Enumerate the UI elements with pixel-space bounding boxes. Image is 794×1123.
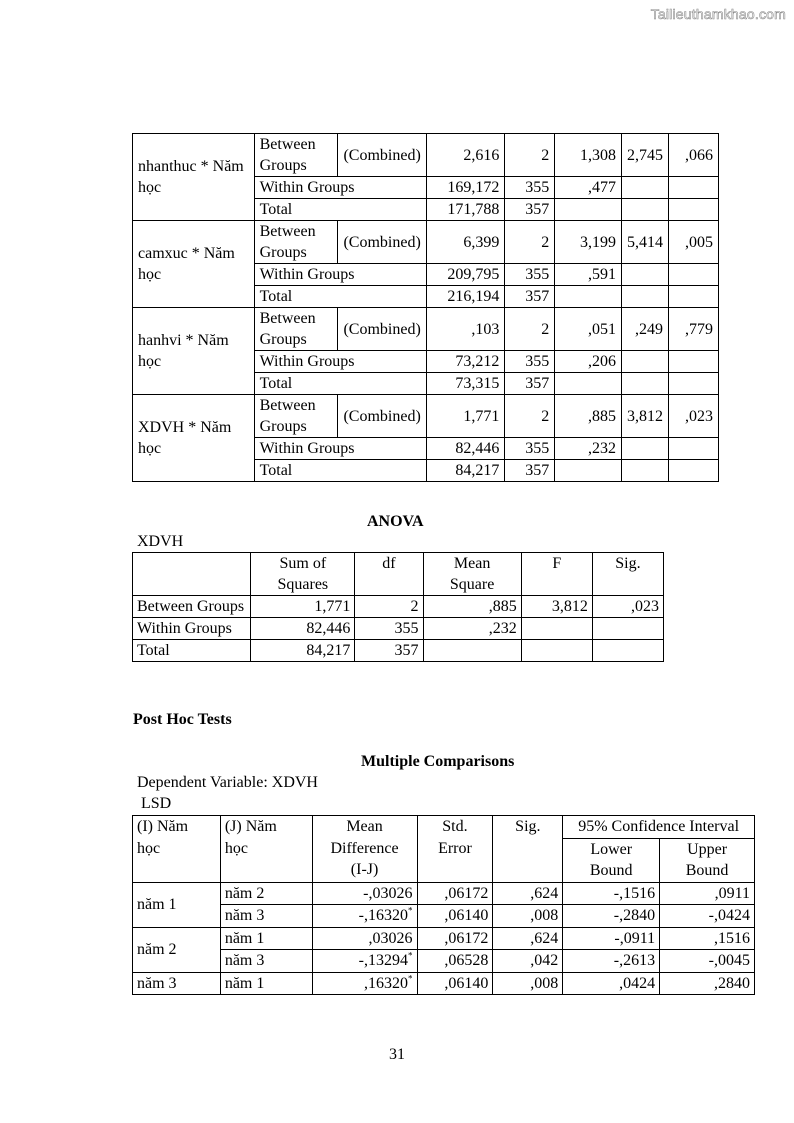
within-ss: 169,172: [427, 177, 505, 199]
empty-cell: [669, 438, 719, 460]
anova-header-row: [133, 553, 664, 596]
anova-row-label: Between Groups: [133, 596, 251, 618]
mc-lower: -,2840: [563, 905, 660, 928]
anova-row: [133, 618, 664, 640]
mc-i-label: năm 1: [133, 882, 221, 927]
anova-header-ms: Mean Square: [423, 553, 521, 596]
between-groups-label: Between Groups: [254, 395, 338, 438]
between-row: [133, 395, 719, 438]
mc-mean-diff-value: ,16320: [364, 974, 408, 992]
mc-mean-diff: [312, 927, 417, 950]
anova-ms: ,885: [423, 596, 521, 618]
anova-df: 2: [355, 596, 423, 618]
lsd-label: LSD: [141, 795, 172, 812]
mc-j-label: năm 1: [220, 972, 312, 995]
mc-row: [133, 950, 755, 973]
mc-lower: -,1516: [563, 882, 660, 905]
within-ss: 82,446: [427, 438, 505, 460]
combined-label: (Combined): [338, 395, 427, 438]
variable-label: XDVH * Năm học: [133, 395, 255, 482]
empty-cell: [669, 286, 719, 308]
mc-header-lower: Lower Bound: [563, 838, 660, 882]
between-groups-label: Between Groups: [254, 221, 338, 264]
mc-mean-diff: [312, 972, 417, 995]
within-df: 355: [505, 438, 555, 460]
between-df: 2: [505, 134, 555, 177]
empty-cell: [669, 199, 719, 221]
mc-i-label: năm 2: [133, 927, 221, 972]
anova-sig: ,023: [592, 596, 663, 618]
mc-se: ,06140: [417, 905, 493, 928]
within-df: 355: [505, 177, 555, 199]
mc-row: [133, 882, 755, 905]
empty-cell: [622, 460, 669, 482]
empty-cell: [555, 373, 622, 395]
between-ms: ,051: [555, 308, 622, 351]
mc-sig: ,042: [493, 950, 563, 973]
mc-header-ci: 95% Confidence Interval: [563, 816, 755, 839]
anova-df: 357: [355, 640, 423, 662]
post-hoc-heading: Post Hoc Tests: [133, 711, 232, 728]
mc-mean-diff: [312, 905, 417, 928]
within-ms: ,232: [555, 438, 622, 460]
empty-cell: [622, 351, 669, 373]
mc-j-label: năm 2: [220, 882, 312, 905]
anova-ms: ,232: [423, 618, 521, 640]
anova-header-sig: Sig.: [592, 553, 663, 596]
total-ss: 171,788: [427, 199, 505, 221]
total-df: 357: [505, 286, 555, 308]
anova-dependent: XDVH: [137, 533, 184, 550]
between-groups-label: Between Groups: [254, 308, 338, 351]
anova-header-ss: Sum of Squares: [251, 553, 355, 596]
total-label: Total: [254, 460, 427, 482]
anova-header-f: F: [521, 553, 592, 596]
anova-by-year-table: [132, 133, 719, 482]
mc-sig: ,624: [493, 927, 563, 950]
mc-sig: ,624: [493, 882, 563, 905]
mc-i-label: năm 3: [133, 972, 221, 995]
anova-header-df: df: [355, 553, 423, 596]
between-ss: ,103: [427, 308, 505, 351]
between-groups-label: Between Groups: [254, 134, 338, 177]
mc-se: ,06172: [417, 882, 493, 905]
between-ms: 1,308: [555, 134, 622, 177]
anova-ss: 84,217: [251, 640, 355, 662]
between-row: [133, 308, 719, 351]
within-df: 355: [505, 351, 555, 373]
anova-f: [521, 640, 592, 662]
mc-row: [133, 972, 755, 995]
variable-label: hanhvi * Năm học: [133, 308, 255, 395]
anova-df: 355: [355, 618, 423, 640]
mc-upper: -,0424: [660, 905, 755, 928]
within-ss: 73,212: [427, 351, 505, 373]
total-label: Total: [254, 199, 427, 221]
variable-label: camxuc * Năm học: [133, 221, 255, 308]
mc-lower: ,0424: [563, 972, 660, 995]
empty-cell: [669, 264, 719, 286]
within-ms: ,591: [555, 264, 622, 286]
between-sig: ,066: [669, 134, 719, 177]
multiple-comparisons-table: [132, 815, 755, 995]
mc-header-row-1: [133, 816, 755, 839]
total-label: Total: [254, 373, 427, 395]
between-f: 2,745: [622, 134, 669, 177]
mc-header-sig: Sig.: [493, 816, 563, 883]
significance-star: *: [408, 905, 413, 916]
mc-mean-diff-value: -,03026: [363, 884, 413, 902]
within-groups-label: Within Groups: [254, 264, 427, 286]
dependent-variable-label: Dependent Variable: XDVH: [137, 774, 318, 791]
mc-upper: ,2840: [660, 972, 755, 995]
anova-header-blank: [133, 553, 251, 596]
mc-row: [133, 905, 755, 928]
between-sig: ,023: [669, 395, 719, 438]
mc-mean-diff: [312, 950, 417, 973]
within-ms: ,477: [555, 177, 622, 199]
between-row: [133, 221, 719, 264]
mc-upper: ,0911: [660, 882, 755, 905]
empty-cell: [555, 199, 622, 221]
multiple-comparisons-title: Multiple Comparisons: [361, 753, 515, 770]
significance-star: *: [408, 950, 413, 961]
mc-header-j: (J) Năm học: [220, 816, 312, 883]
mc-mean-diff: [312, 882, 417, 905]
within-df: 355: [505, 264, 555, 286]
between-df: 2: [505, 395, 555, 438]
total-label: Total: [254, 286, 427, 308]
mc-mean-diff-value: -,13294: [358, 952, 408, 969]
mc-row: [133, 927, 755, 950]
anova-ss: 1,771: [251, 596, 355, 618]
mc-j-label: năm 3: [220, 950, 312, 973]
mc-header-std-error: Std. Error: [417, 816, 493, 883]
anova-f: [521, 618, 592, 640]
mc-se: ,06140: [417, 972, 493, 995]
mc-lower: -,0911: [563, 927, 660, 950]
empty-cell: [669, 373, 719, 395]
empty-cell: [622, 177, 669, 199]
total-df: 357: [505, 373, 555, 395]
between-f: 5,414: [622, 221, 669, 264]
empty-cell: [622, 373, 669, 395]
between-df: 2: [505, 308, 555, 351]
anova-ms: [423, 640, 521, 662]
mc-header-upper: Upper Bound: [660, 838, 755, 882]
mc-se: ,06172: [417, 927, 493, 950]
within-groups-label: Within Groups: [254, 177, 427, 199]
empty-cell: [622, 286, 669, 308]
mc-se: ,06528: [417, 950, 493, 973]
variable-label: nhanthuc * Năm học: [133, 134, 255, 221]
between-sig: ,005: [669, 221, 719, 264]
within-ms: ,206: [555, 351, 622, 373]
between-row: [133, 134, 719, 177]
anova-title: ANOVA: [367, 513, 424, 530]
empty-cell: [555, 286, 622, 308]
significance-star: *: [408, 973, 413, 984]
anova-row-label: Within Groups: [133, 618, 251, 640]
mc-mean-diff-value: ,03026: [368, 929, 413, 947]
mc-mean-diff-value: -,16320: [358, 907, 408, 924]
total-df: 357: [505, 460, 555, 482]
anova-f: 3,812: [521, 596, 592, 618]
combined-label: (Combined): [338, 308, 427, 351]
empty-cell: [555, 460, 622, 482]
mc-upper: ,1516: [660, 927, 755, 950]
between-f: ,249: [622, 308, 669, 351]
within-groups-label: Within Groups: [254, 438, 427, 460]
empty-cell: [622, 199, 669, 221]
total-df: 357: [505, 199, 555, 221]
between-ss: 1,771: [427, 395, 505, 438]
mc-sig: ,008: [493, 905, 563, 928]
empty-cell: [622, 438, 669, 460]
mc-sig: ,008: [493, 972, 563, 995]
between-ms: ,885: [555, 395, 622, 438]
mc-lower: -,2613: [563, 950, 660, 973]
between-df: 2: [505, 221, 555, 264]
empty-cell: [622, 264, 669, 286]
page-number: 31: [389, 1046, 405, 1063]
within-groups-label: Within Groups: [254, 351, 427, 373]
mc-j-label: năm 3: [220, 905, 312, 928]
anova-ss: 82,446: [251, 618, 355, 640]
mc-header-mean-diff: Mean Difference (I-J): [312, 816, 417, 883]
total-ss: 73,315: [427, 373, 505, 395]
between-f: 3,812: [622, 395, 669, 438]
anova-sig: [592, 618, 663, 640]
between-ms: 3,199: [555, 221, 622, 264]
empty-cell: [669, 177, 719, 199]
combined-label: (Combined): [338, 221, 427, 264]
between-sig: ,779: [669, 308, 719, 351]
total-ss: 84,217: [427, 460, 505, 482]
anova-sig: [592, 640, 663, 662]
empty-cell: [669, 351, 719, 373]
anova-row: [133, 596, 664, 618]
mc-j-label: năm 1: [220, 927, 312, 950]
anova-row: [133, 640, 664, 662]
within-ss: 209,795: [427, 264, 505, 286]
combined-label: (Combined): [338, 134, 427, 177]
between-ss: 2,616: [427, 134, 505, 177]
mc-upper: -,0045: [660, 950, 755, 973]
total-ss: 216,194: [427, 286, 505, 308]
anova-table: [132, 552, 664, 662]
mc-header-i: (I) Năm học: [133, 816, 221, 883]
empty-cell: [669, 460, 719, 482]
watermark: Tailieuthamkhao.com: [650, 6, 786, 22]
between-ss: 6,399: [427, 221, 505, 264]
anova-row-label: Total: [133, 640, 251, 662]
